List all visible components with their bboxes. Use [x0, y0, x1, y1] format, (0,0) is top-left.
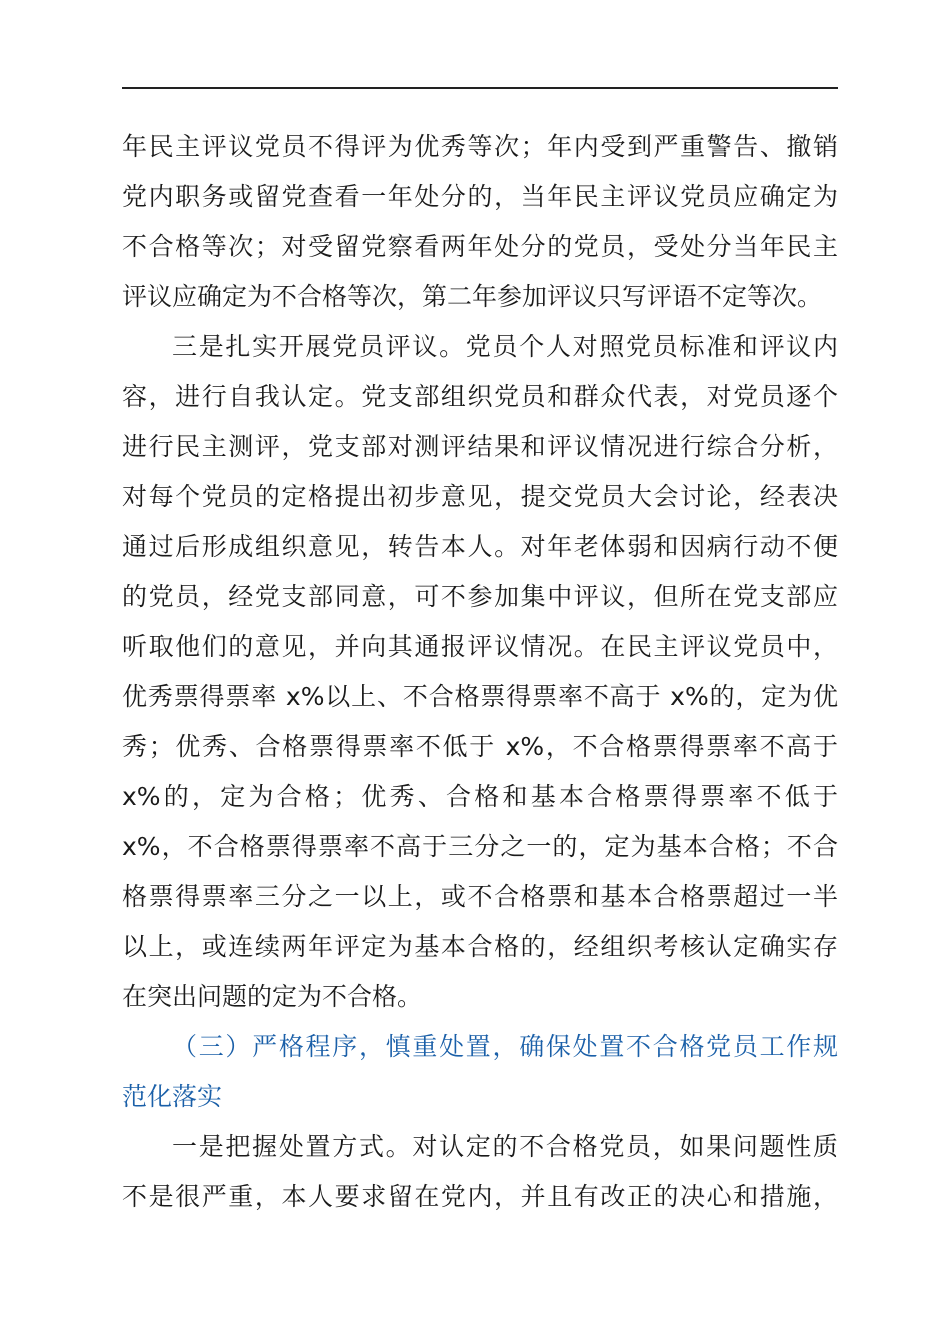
text-line: 不合格等次；对受留党察看两年处分的党员，受处分当年民主: [122, 232, 838, 261]
text-line: 通过后形成组织意见，转告本人。对年老体弱和因病行动不便: [122, 532, 838, 561]
text-line: 对每个党员的定格提出初步意见，提交党员大会讨论，经表决: [122, 482, 838, 511]
text-line: 在突出问题的定为不合格。: [122, 982, 423, 1011]
section-heading-continued: 范化落实: [122, 1082, 223, 1111]
text-line: x%的，定为合格；优秀、合格和基本合格票得票率不低于: [122, 782, 838, 811]
text-line: 格票得票率三分之一以上，或不合格票和基本合格票超过一半: [122, 882, 838, 911]
text-line: 不是很严重，本人要求留在党内，并且有改正的决心和措施，: [122, 1182, 838, 1211]
text-line: x%，不合格票得票率不高于三分之一的，定为基本合格；不合: [122, 832, 838, 861]
section-heading: （三）严格程序，慎重处置，确保处置不合格党员工作规: [172, 1032, 838, 1061]
text-line: 的党员，经党支部同意，可不参加集中评议，但所在党支部应: [122, 582, 838, 611]
paragraph-start-line: 一是把握处置方式。对认定的不合格党员，如果问题性质: [172, 1132, 838, 1161]
text-line: 进行民主测评，党支部对测评结果和评议情况进行综合分析，: [122, 432, 838, 461]
paragraph-start-line: 三是扎实开展党员评议。党员个人对照党员标准和评议内: [172, 332, 838, 361]
document-body: [122, 122, 838, 1222]
text-line: 秀；优秀、合格票得票率不低于 x%，不合格票得票率不高于: [122, 732, 838, 761]
text-line: 评议应确定为不合格等次，第二年参加评议只写评语不定等次。: [122, 282, 823, 311]
header-rule: [122, 87, 838, 89]
text-line: 以上，或连续两年评定为基本合格的，经组织考核认定确实存: [122, 932, 838, 961]
text-line: 党内职务或留党查看一年处分的，当年民主评议党员应确定为: [122, 182, 838, 211]
text-line: 容，进行自我认定。党支部组织党员和群众代表，对党员逐个: [122, 382, 838, 411]
text-line: 听取他们的意见，并向其通报评议情况。在民主评议党员中，: [122, 632, 838, 661]
text-line: 年民主评议党员不得评为优秀等次；年内受到严重警告、撤销: [122, 132, 838, 161]
text-line: 优秀票得票率 x%以上、不合格票得票率不高于 x%的，定为优: [122, 682, 838, 711]
